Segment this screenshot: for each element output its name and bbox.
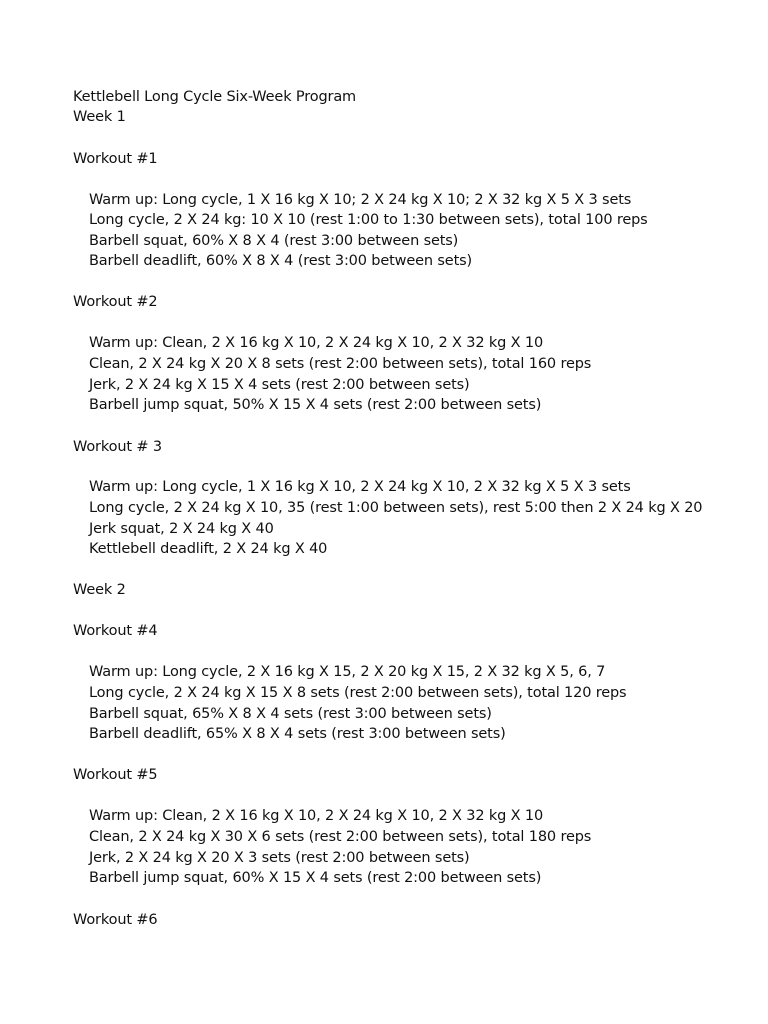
exercise-line: Barbell deadlift, 60% X 8 X 4 (rest 3:00 between sets) [89, 253, 473, 269]
exercise-line: Jerk, 2 X 24 kg X 20 X 3 sets (rest 2:00 between sets) [89, 850, 470, 866]
exercise-line: Clean, 2 X 24 kg X 30 X 6 sets (rest 2:00 between sets), total 180 reps [89, 829, 592, 845]
exercise-line: Warm up: Long cycle, 1 X 16 kg X 10, 2 X 24 kg X 10, 2 X 32 kg X 5 X 3 sets [89, 479, 631, 495]
workout-heading: Workout #1 [73, 151, 158, 167]
exercise-line: Jerk, 2 X 24 kg X 15 X 4 sets (rest 2:00 between sets) [89, 377, 470, 393]
exercise-line: Clean, 2 X 24 kg X 20 X 8 sets (rest 2:00 between sets), total 160 reps [89, 356, 592, 372]
workout-heading: Workout #2 [73, 294, 158, 310]
document-title: Kettlebell Long Cycle Six-Week Program [73, 89, 357, 105]
exercise-line: Barbell jump squat, 50% X 15 X 4 sets (rest 2:00 between sets) [89, 397, 542, 413]
exercise-line: Long cycle, 2 X 24 kg: 10 X 10 (rest 1:00 to 1:30 between sets), total 100 reps [89, 212, 648, 228]
exercise-line: Warm up: Clean, 2 X 16 kg X 10, 2 X 24 kg X 10, 2 X 32 kg X 10 [89, 808, 544, 824]
workout-heading: Workout #6 [73, 912, 158, 928]
week-heading: Week 2 [73, 582, 126, 598]
workout-heading: Workout #5 [73, 767, 158, 783]
workout-heading: Workout # 3 [73, 439, 162, 455]
exercise-line: Warm up: Clean, 2 X 16 kg X 10, 2 X 24 kg X 10, 2 X 32 kg X 10 [89, 335, 544, 351]
exercise-line: Barbell jump squat, 60% X 15 X 4 sets (rest 2:00 between sets) [89, 870, 542, 886]
exercise-line: Long cycle, 2 X 24 kg X 15 X 8 sets (rest 2:00 between sets), total 120 reps [89, 685, 627, 701]
workout-heading: Workout #4 [73, 623, 158, 639]
exercise-line: Jerk squat, 2 X 24 kg X 40 [89, 521, 274, 537]
exercise-line: Warm up: Long cycle, 2 X 16 kg X 15, 2 X 20 kg X 15, 2 X 32 kg X 5, 6, 7 [89, 664, 606, 680]
exercise-line: Barbell squat, 65% X 8 X 4 sets (rest 3:00 between sets) [89, 706, 492, 722]
exercise-line: Kettlebell deadlift, 2 X 24 kg X 40 [89, 541, 328, 557]
exercise-line: Long cycle, 2 X 24 kg X 10, 35 (rest 1:00 between sets), rest 5:00 then 2 X 24 kg X 20 [89, 500, 703, 516]
exercise-line: Barbell squat, 60% X 8 X 4 (rest 3:00 between sets) [89, 233, 459, 249]
week-heading: Week 1 [73, 109, 126, 125]
exercise-line: Warm up: Long cycle, 1 X 16 kg X 10; 2 X 24 kg X 10; 2 X 32 kg X 5 X 3 sets [89, 192, 632, 208]
exercise-line: Barbell deadlift, 65% X 8 X 4 sets (rest 3:00 between sets) [89, 726, 506, 742]
